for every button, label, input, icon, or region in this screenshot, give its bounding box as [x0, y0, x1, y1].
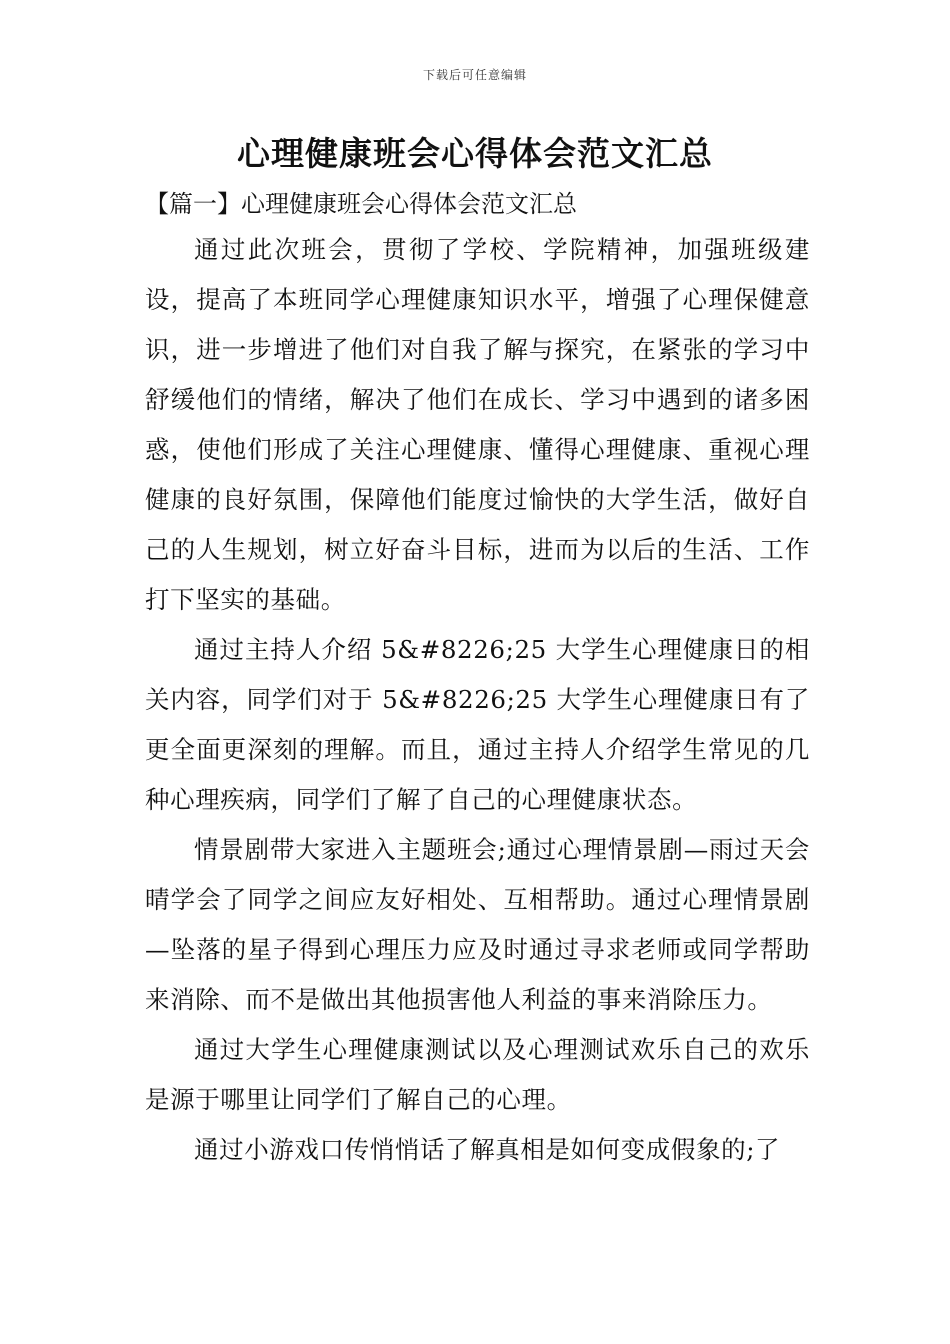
- paragraph: 情景剧带大家进入主题班会;通过心理情景剧—雨过天会晴学会了同学之间应友好相处、互相帮助。通过心理情景剧—坠落的星子得到心理压力应及时通过寻求老师或同学帮助来消除、而不是做出其他损害他人利益的事来消除压力。: [145, 835, 810, 1014]
- paragraph: 通过主持人介绍 5&#8226;25 大学生心理健康日的相关内容，同学们对于 5&#8226;25 大学生心理健康日有了更全面更深刻的理解。而且，通过主持人介绍学生常见的几种心理疾病，同学们了解了自己的心理健康状态。: [145, 635, 810, 814]
- section-heading: 【篇一】心理健康班会心得体会范文汇总: [145, 190, 577, 218]
- header-note: 下载后可任意编辑: [422, 68, 527, 82]
- paragraph: 通过大学生心理健康测试以及心理测试欢乐自己的欢乐是源于哪里让同学们了解自己的心理。: [145, 1035, 810, 1114]
- paragraph: 通过此次班会，贯彻了学校、学院精神，加强班级建设，提高了本班同学心理健康知识水平，增强了心理保健意识，进一步增进了他们对自我了解与探究，在紧张的学习中舒缓他们的情绪，解决了他们在成长、学习中遇到的诸多困惑，使他们形成了关注心理健康、懂得心理健康、重视心理健康的良好氛围，保障他们能度过愉快的大学生活，做好自己的人生规划，树立好奋斗目标，进而为以后的生活、工作打下坚实的基础。: [145, 235, 810, 614]
- body-text: [145, 225, 810, 1175]
- paragraph: 通过小游戏口传悄悄话了解真相是如何变成假象的;了: [194, 1135, 781, 1164]
- document-title: 心理健康班会心得体会范文汇总: [237, 134, 713, 173]
